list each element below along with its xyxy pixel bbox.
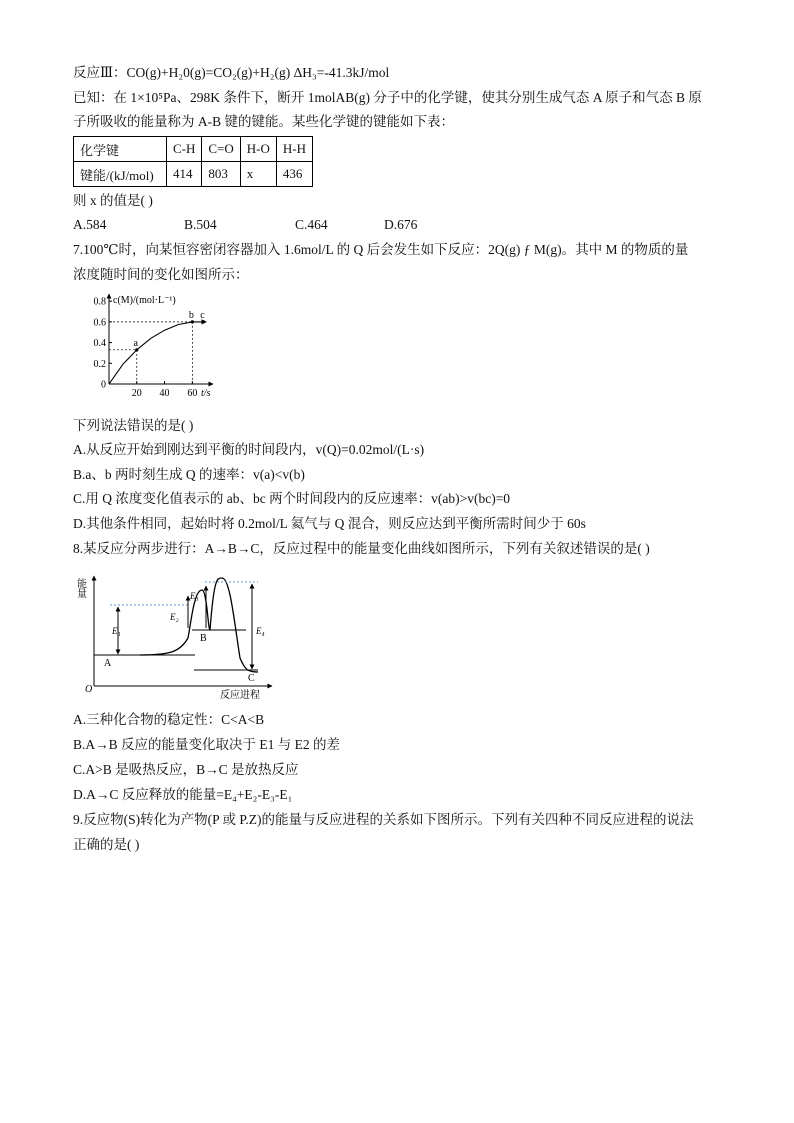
label-c: C xyxy=(248,673,255,684)
table-cell: 键能/(kJ/mol) xyxy=(74,162,167,187)
energy-origin-label: O xyxy=(85,684,93,695)
q7-option-b: B.a、b 两时刻生成 Q 的速率：v(a)<v(b) xyxy=(73,467,305,482)
energy-diagram xyxy=(74,568,280,703)
table-cell: 803 xyxy=(202,162,240,187)
energy-y-label: 能量 xyxy=(74,578,86,598)
point-label-b: b xyxy=(188,309,194,321)
y-tick-label: 0.2 xyxy=(93,358,106,370)
energy-x-label: 反应进程 xyxy=(220,690,260,701)
q6-option-a: A.584 xyxy=(73,217,107,232)
known-line-1: 已知：在 1×10⁵Pa、298K 条件下，断开 1molAB(g) 分子中的化学键，使其分别生成气态 A 原子和气态 B 原 xyxy=(73,90,702,105)
table-row xyxy=(74,162,313,187)
q9-stem-line-2: 正确的是( ) xyxy=(73,837,140,852)
q6-option-c: C.464 xyxy=(295,217,328,232)
table-header-row xyxy=(74,137,313,162)
y-tick-label: 0.4 xyxy=(93,338,106,350)
known-line-2: 子所吸收的能量称为 A-B 键的键能。某些化学键的键能如下表： xyxy=(73,114,454,129)
table-cell: 化学键 xyxy=(74,137,167,162)
point-label-c: c xyxy=(200,309,205,321)
q8-stem: 8.某反应分两步进行：A→B→C，反应过程中的能量变化曲线如图所示，下列有关叙述错误的是( ) xyxy=(73,541,650,556)
q7-stem-line-2: 浓度随时间的变化如图所示： xyxy=(73,267,249,282)
q7-option-c: C.用 Q 浓度变化值表示的 ab、bc 两个时间段内的反应速率：v(ab)>v(bc)=0 xyxy=(73,491,511,506)
table-cell: 414 xyxy=(167,162,202,187)
table-cell: C=O xyxy=(202,137,240,162)
x-axis-label: t/s xyxy=(201,388,211,399)
q7-option-d: D.其他条件相同，起始时将 0.2mol/L 氦气与 Q 混合，则反应达到平衡所需时间少于 60s xyxy=(73,516,586,531)
y-tick-label: 0 xyxy=(101,379,106,391)
concentration-line xyxy=(109,322,206,384)
y-axis-label: c(M)/(mol·L⁻¹) xyxy=(113,295,176,306)
q6-option-d: D.676 xyxy=(384,217,418,232)
label-e2: E₂ xyxy=(170,612,179,622)
x-tick-label: 20 xyxy=(131,388,142,399)
table-cell: H-H xyxy=(276,137,312,162)
q7-option-a: A.从反应开始到刚达到平衡的时间段内，v(Q)=0.02mol/(L·s) xyxy=(73,442,425,457)
q7-stem-line-1: 7.100℃时，向某恒容密闭容器加入 1.6mol/L 的 Q 后会发生如下反应：2Q(g) ƒ M(g)。其中 M 的物质的量 xyxy=(73,242,689,257)
q6-option-b: B.504 xyxy=(184,217,217,232)
x-tick-label: 60 xyxy=(187,388,198,399)
energy-curve xyxy=(140,578,258,672)
table-cell: x xyxy=(240,162,276,187)
q9-stem-line-1: 9.反应物(S)转化为产物(P 或 P.Z)的能量与反应进程的关系如下图所示。下列有关四种不同反应进程的说法 xyxy=(73,812,694,827)
point-label-a: a xyxy=(133,337,139,349)
label-a: A xyxy=(104,658,112,669)
table-cell: H-O xyxy=(240,137,276,162)
q8-option-c: C.A>B 是吸热反应，B→C 是放热反应 xyxy=(73,762,299,777)
label-e3: E₃ xyxy=(190,591,199,601)
reaction-3-equation: 反应Ⅲ：CO(g)+H₂0(g)=CO₂(g)+H₂(g) ΔH₃=-41.3kJ/mol xyxy=(73,65,390,80)
q8-option-a: A.三种化合物的稳定性：C<A<B xyxy=(73,712,265,727)
label-b: B xyxy=(200,633,207,644)
q6-options xyxy=(73,216,417,234)
q8-option-d: D.A→C 反应释放的能量=E₄+E₂-E₃-E₁ xyxy=(73,787,293,802)
concentration-time-chart xyxy=(85,292,215,408)
q8-option-b: B.A→B 反应的能量变化取决于 E1 与 E2 的差 xyxy=(73,737,341,752)
y-tick-label: 0.6 xyxy=(93,317,106,329)
q6-stem: 则 x 的值是( ) xyxy=(73,193,153,208)
y-tick-label: 0.8 xyxy=(93,296,106,308)
bond-energy-table xyxy=(73,136,313,187)
table-cell: C-H xyxy=(167,137,202,162)
x-tick-label: 40 xyxy=(159,388,170,399)
q7-question: 下列说法错误的是( ) xyxy=(73,418,194,433)
label-e4: E₄ xyxy=(256,626,265,636)
table-cell: 436 xyxy=(276,162,312,187)
label-e1: E₁ xyxy=(112,626,121,636)
chart-plot-layer xyxy=(94,294,214,399)
